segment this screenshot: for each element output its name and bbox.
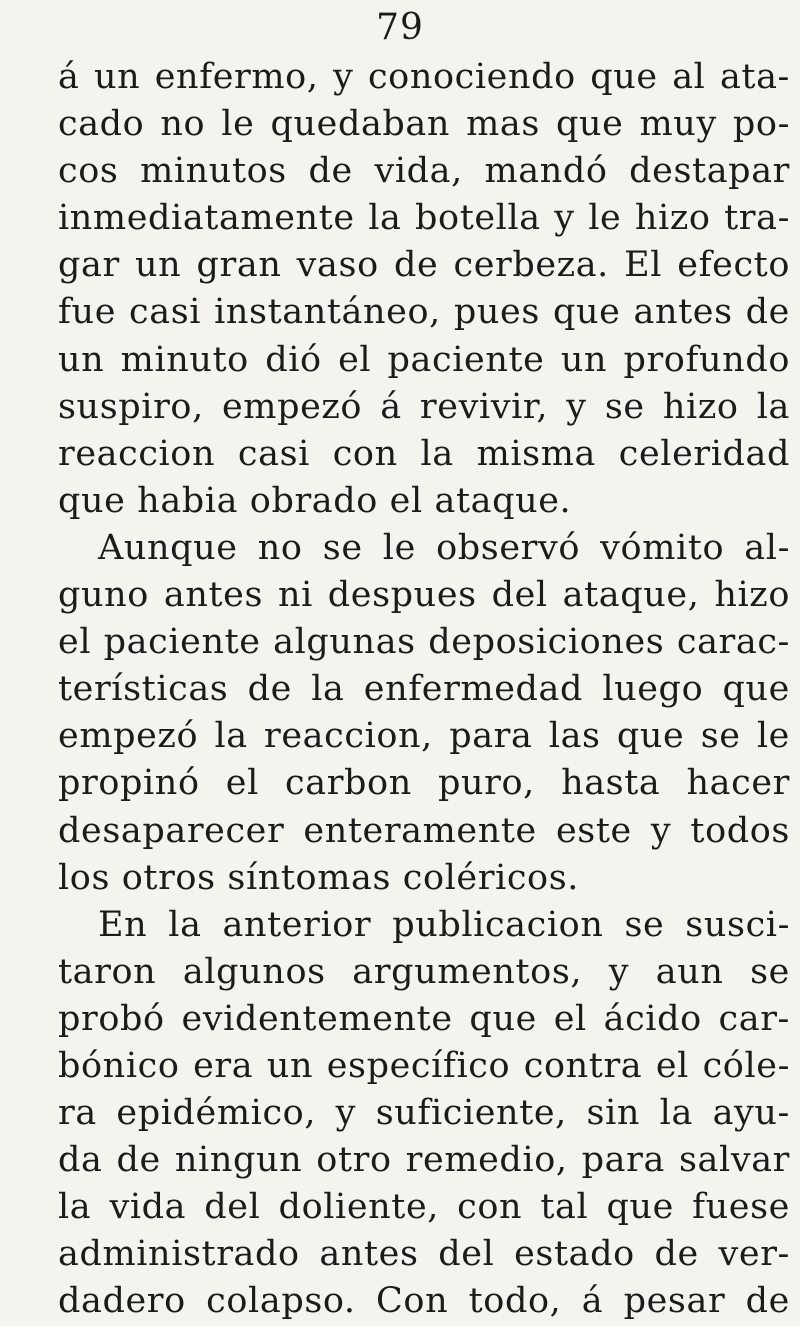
text-line: ra epidémico, y suficiente, sin la ayu- — [58, 1093, 790, 1134]
text-line: un minuto dió el paciente un profundo — [58, 339, 790, 380]
page-number: 79 — [376, 7, 424, 48]
text-line: administrado antes del estado de ver- — [58, 1234, 790, 1275]
text-line: taron algunos argumentos, y aun se — [58, 951, 790, 992]
text-line: empezó la reaccion, para las que se le — [58, 716, 790, 757]
text-line: terísticas de la enfermedad luego que — [58, 669, 790, 710]
text-line: que habia obrado el ataque. — [58, 480, 572, 521]
text-line: cos minutos de vida, mandó destapar — [58, 151, 790, 192]
text-line: fue casi instantáneo, pues que antes de — [58, 292, 790, 333]
text-line: desaparecer enteramente este y todos — [58, 810, 790, 851]
text-line: á un enfermo, y conociendo que al ata- — [58, 57, 790, 97]
text-line: propinó el carbon puro, hasta hacer — [58, 763, 790, 804]
text-line: reaccion casi con la misma celeridad — [58, 433, 790, 474]
text-line: el paciente algunas deposiciones carac- — [58, 622, 790, 663]
text-line: Aunque no se le observó vómito al- — [98, 527, 790, 568]
text-line: bónico era un específico contra el cóle- — [58, 1045, 790, 1086]
text-line: suspiro, empezó á revivir, y se hizo la — [58, 386, 790, 427]
text-line: da de ningun otro remedio, para salvar — [58, 1140, 790, 1181]
body-text — [58, 54, 790, 1326]
text-line: cado no le quedaban mas que muy po- — [58, 104, 790, 145]
text-line: dadero colapso. Con todo, á pesar de — [58, 1281, 790, 1322]
text-line: los otros síntomas coléricos. — [58, 857, 580, 898]
text-line: inmediatamente la botella y le hizo tra- — [58, 198, 790, 239]
text-line: guno antes ni despues del ataque, hizo — [58, 575, 790, 616]
text-line: probó evidentemente que el ácido car- — [58, 998, 790, 1039]
text-line: En la anterior publicacion se susci- — [98, 904, 790, 945]
text-line: la vida del doliente, con tal que fuese — [58, 1187, 790, 1228]
text-line: gar un gran vaso de cerbeza. El efecto — [58, 245, 790, 286]
